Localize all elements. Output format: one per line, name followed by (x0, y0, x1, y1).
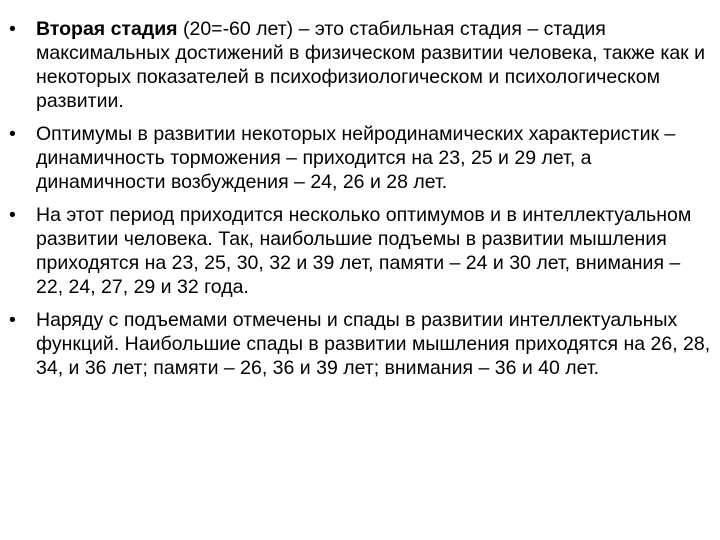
list-item (9, 203, 712, 299)
bullet-text: (20=-60 лет) – это стабильная стадия – стадия максимальных достижений в физическом развитии человека, также как и некоторых показателей в психофизиологическом и психологическом развитии. (36, 18, 706, 112)
bullet-icon: • (9, 309, 16, 331)
bullet-icon: • (9, 18, 16, 40)
bullet-icon: • (9, 123, 16, 145)
bullet-icon: • (9, 204, 16, 226)
bullet-text: Наряду с подъемами отмечены и спады в развитии интеллектуальных функций. Наибольшие спады в развитии мышления приходятся на 26, 28, 34, и 36 лет; памяти – 26, 36 и 39 лет; внимания – 36 и 40 лет. (36, 309, 711, 379)
list-item (9, 122, 712, 194)
bullet-text: На этот период приходится несколько оптимумов и в интеллектуальном развитии человека. Так, наибольшие подъемы в развитии мышления приходятся на 23, 25, 30, 32 и 39 лет, памяти – 24 и 30 лет, внимания – 22, 24, 27, 29 и 32 года. (36, 204, 692, 298)
bullet-text: Оптимумы в развитии некоторых нейродинамических характеристик – динамичность торможения – приходится на 23, 25 и 29 лет, а динамичности возбуждения – 24, 26 и 28 лет. (36, 123, 676, 193)
list-item (9, 308, 712, 380)
bullet-heading: Вторая стадия (36, 18, 178, 40)
bullet-list (9, 17, 712, 380)
list-item (9, 17, 712, 113)
